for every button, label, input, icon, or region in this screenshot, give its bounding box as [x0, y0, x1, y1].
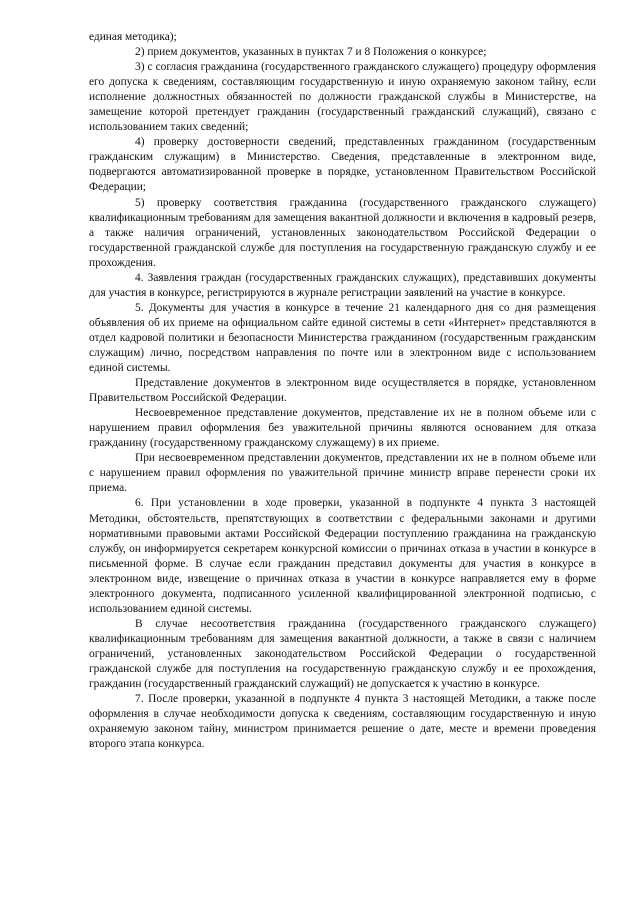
paragraph-nonconformity: В случае несоответствия гражданина (государственного гражданского служащего) квалификационным требованиям для замещения вакантной должности, а также в связи с наличием ограничений, установленных законодательством Российской Федерации о государственной гражданской службе для поступления на государственную гражданскую службу и ее прохождения, гражданин (государственный гражданский служащий) не допускается к участию в конкурсе. [89, 617, 596, 691]
paragraph-clause-4: 4. Заявления граждан (государственных гражданских служащих), представивших документы для участия в конкурсе, регистрируются в журнале регистрации заявлений на участие в конкурсе. [89, 271, 596, 299]
paragraph-item-3: 3) с согласия гражданина (государственного гражданского служащего) процедуру оформления его допуска к сведениям, составляющим государственную и иную охраняемую законом тайну, если исполнение должностных обязанностей по должности гражданской службы в Министерстве, на замещение которой претендует гражданин (государственный гражданский служащий), связано с использованием таких сведений; [89, 61, 596, 134]
paragraph-electronic-submission: Представление документов в электронном виде осуществляется в порядке, установленном Правительством Российской Федерации. [89, 377, 596, 405]
paragraph-item-2: 2) прием документов, указанных в пунктах 7 и 8 Положения о конкурсе; [135, 46, 487, 59]
paragraph-clause-7: 7. После проверки, указанной в подпункте 4 пункта 3 настоящей Методики, а также после оформления в случае необходимости допуска к сведениям, составляющим государственную и иную охраняемую законом тайну, министром принимается решение о дате, месте и времени проведения второго этапа конкурса. [89, 693, 596, 751]
paragraph-item-4: 4) проверку достоверности сведений, представленных гражданином (государственным гражданским служащим) в Министерство. Сведения, представленные в электронном виде, подвергаются автоматизированной проверке в порядке, установленном Правительством Российской Федерации; [89, 136, 596, 194]
paragraph-continuation: единая методика); [89, 31, 177, 43]
paragraph-late-submission: Несвоевременное представление документов, представление их не в полном объеме или с нарушением правил оформления без уважительной причины являются основанием для отказа гражданину (государственному гражданскому служащему) в их приеме. [89, 407, 596, 450]
document-page [89, 30, 596, 752]
paragraph-clause-5: 5. Документы для участия в конкурсе в течение 21 календарного дня со дня размещения объявления об их приеме на официальном сайте единой системы в сети «Интернет» представляются в отдел кадровой политики и безопасности Министерства гражданином (государственным гражданским служащим) лично, посредством направления по почте или в электронном виде с использованием единой системы. [89, 301, 596, 375]
paragraph-clause-6: 6. При установлении в ходе проверки, указанной в подпункте 4 пункта 3 настоящей Методики, обстоятельств, препятствующих в соответствии с федеральными законами и другими нормативными правовыми актами Российской Федерации поступлению гражданина на гражданскую службу, он информируется секретарем конкурсной комиссии о причинах отказа в участии в конкурсе в письменной форме. В случае если гражданин представил документы для участия в конкурсе в электронном виде, извещение о причинах отказа в участии в конкурсе направляется ему в форме электронного документа, подписанного усиленной квалифицированной электронной подписью, с использованием единой системы. [89, 497, 596, 615]
paragraph-deadline-extension: При несвоевременном представлении документов, представлении их не в полном объеме или с нарушением правил оформления по уважительной причине министр вправе перенести сроки их приема. [89, 452, 596, 495]
paragraph-item-5: 5) проверку соответствия гражданина (государственного гражданского служащего) квалификационным требованиям для замещения вакантной должности и включения в кадровый резерв, а также наличия ограничений, установленных законодательством Российской Федерации о государственной гражданской службе для поступления на государственную гражданскую службу и ее прохождения. [89, 196, 596, 269]
